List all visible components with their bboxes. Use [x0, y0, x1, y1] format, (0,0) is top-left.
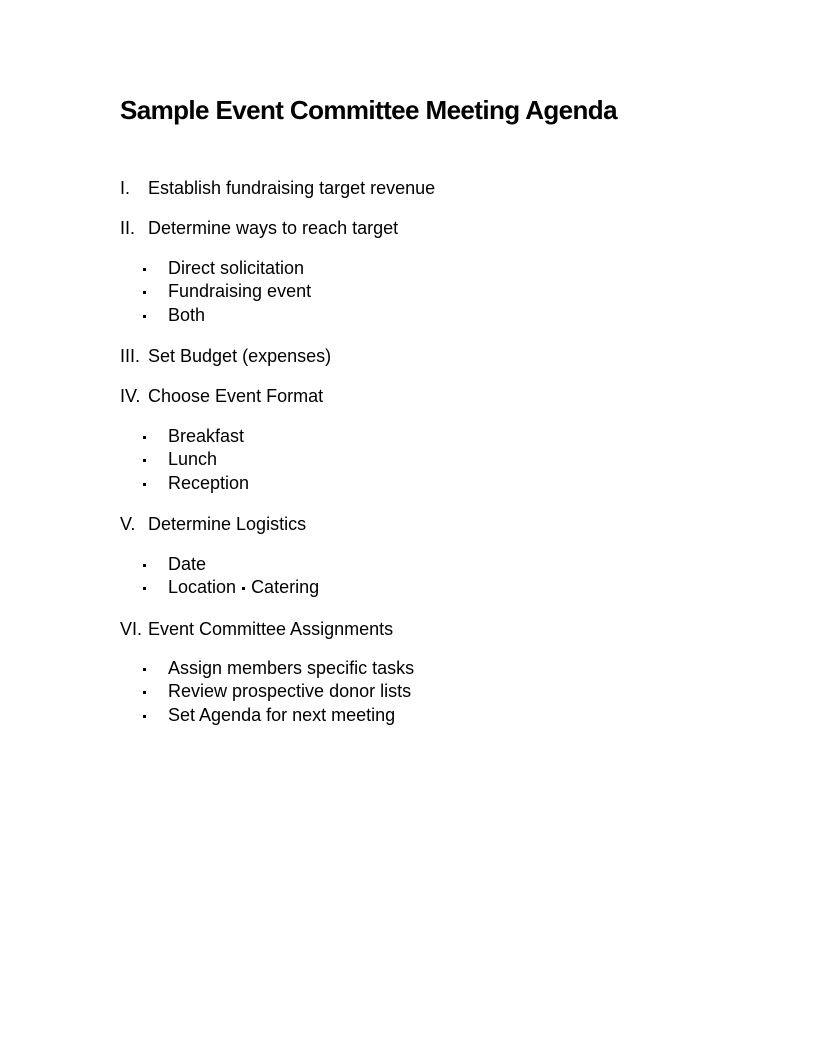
list-item-text: Catering [251, 577, 320, 598]
agenda-section-1 [120, 177, 435, 199]
bullet-icon [242, 587, 245, 590]
list-item: Both [140, 304, 311, 327]
section-numeral: VI. [120, 619, 143, 639]
list-item: Fundraising event [140, 280, 311, 303]
list-item: Reception [140, 472, 249, 495]
list-item: Date [140, 553, 319, 576]
agenda-section-6 [120, 618, 393, 640]
page-title: Sample Event Committee Meeting Agenda [120, 95, 617, 125]
section-heading: Choose Event Format [148, 386, 324, 406]
list-item: Review prospective donor lists [140, 680, 414, 703]
agenda-section-3 [120, 345, 331, 367]
section-numeral: I. [120, 178, 131, 198]
section-heading: Establish fundraising target revenue [148, 178, 436, 198]
list-item: Lunch [140, 448, 249, 471]
section-numeral: III. [120, 346, 141, 366]
section-6-bullet-list [140, 657, 414, 727]
section-2-bullet-list [140, 257, 311, 327]
agenda-section-2 [120, 217, 398, 239]
section-4-bullet-list [140, 425, 249, 495]
list-item: Breakfast [140, 425, 249, 448]
section-numeral: II. [120, 218, 136, 238]
list-item [140, 576, 319, 599]
section-heading: Set Budget (expenses) [148, 346, 332, 366]
section-5-bullet-list [140, 553, 319, 600]
section-heading: Determine Logistics [148, 514, 307, 534]
agenda-section-5 [120, 513, 306, 535]
list-item: Set Agenda for next meeting [140, 704, 414, 727]
section-heading: Determine ways to reach target [148, 218, 399, 238]
section-numeral: V. [120, 514, 136, 534]
section-heading: Event Committee Assignments [148, 619, 394, 639]
list-item: Assign members specific tasks [140, 657, 414, 680]
agenda-section-4 [120, 385, 323, 407]
section-numeral: IV. [120, 386, 141, 406]
list-item: Direct solicitation [140, 257, 311, 280]
list-item-text: Location [168, 577, 237, 598]
